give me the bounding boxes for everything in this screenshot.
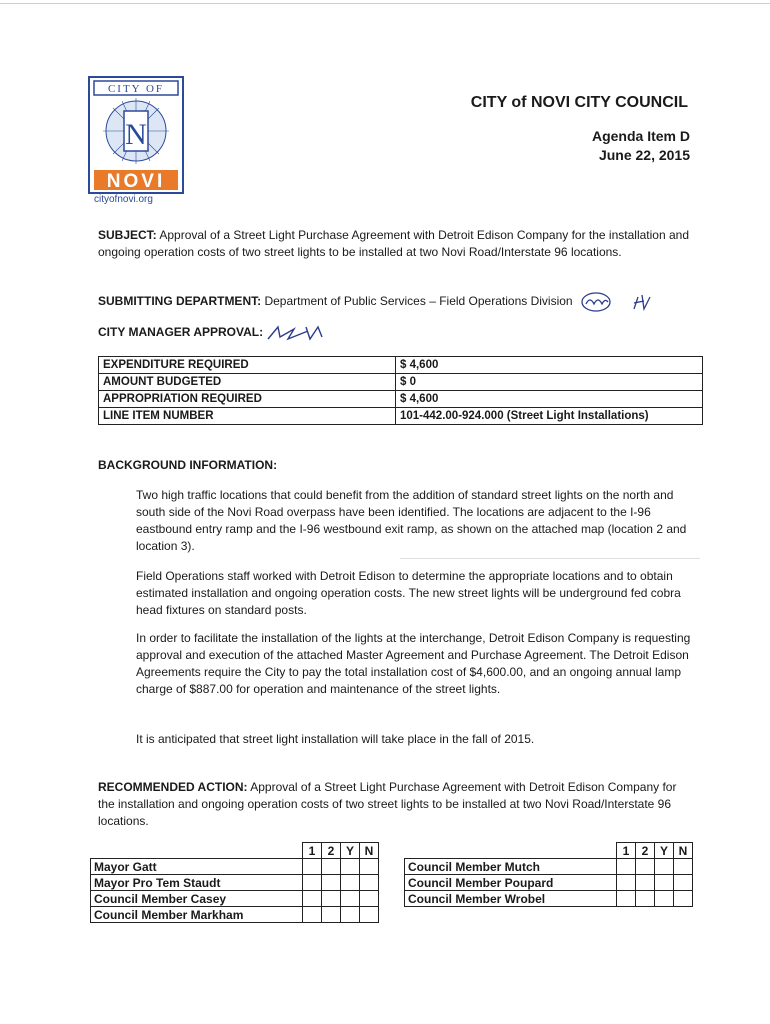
financial-label: LINE ITEM NUMBER bbox=[99, 408, 396, 425]
recommended-section bbox=[98, 779, 690, 830]
vote-cell bbox=[360, 859, 379, 875]
financial-value: $ 0 bbox=[396, 374, 703, 391]
member-name: Mayor Pro Tem Staudt bbox=[91, 875, 303, 891]
member-name: Mayor Gatt bbox=[91, 859, 303, 875]
vote-cell bbox=[341, 907, 360, 923]
table-row bbox=[99, 374, 703, 391]
vote-cell bbox=[636, 859, 655, 875]
department-label: SUBMITTING DEPARTMENT: bbox=[98, 294, 262, 309]
financial-label: EXPENDITURE REQUIRED bbox=[99, 357, 396, 374]
vote-col-y: Y bbox=[341, 843, 360, 859]
vote-header-row bbox=[405, 843, 693, 859]
vote-col-n: N bbox=[674, 843, 693, 859]
table-row bbox=[405, 859, 693, 875]
vote-cell bbox=[341, 859, 360, 875]
member-name: Council Member Markham bbox=[91, 907, 303, 923]
member-name: Council Member Casey bbox=[91, 891, 303, 907]
table-row bbox=[91, 875, 379, 891]
logo-top-text: CITY OF bbox=[107, 83, 165, 95]
recommended-text: Approval of a Street Light Purchase Agreement with Detroit Edison Company for the installation and ongoing operation costs of two street lights to be installed at two Novi Road/Interstate 96 locations. bbox=[98, 780, 677, 828]
vote-cell bbox=[360, 907, 379, 923]
vote-col-1: 1 bbox=[617, 843, 636, 859]
department-text: Department of Public Services – Field Operations Division bbox=[264, 294, 573, 309]
vote-col-n: N bbox=[360, 843, 379, 859]
table-row bbox=[91, 859, 379, 875]
vote-cell bbox=[636, 891, 655, 907]
vote-cell bbox=[617, 891, 636, 907]
member-name: Council Member Mutch bbox=[405, 859, 617, 875]
financial-label: APPROPRIATION REQUIRED bbox=[99, 391, 396, 408]
approval-label: CITY MANAGER APPROVAL: bbox=[98, 325, 264, 340]
city-logo bbox=[88, 76, 184, 194]
vote-cell bbox=[341, 891, 360, 907]
vote-col-2: 2 bbox=[636, 843, 655, 859]
vote-cell bbox=[655, 891, 674, 907]
vote-cell bbox=[360, 875, 379, 891]
financial-table bbox=[98, 356, 703, 425]
background-paragraph: Field Operations staff worked with Detroit Edison to determine the appropriate locations and to obtain estimated installation and ongoing operation costs. The new street lights will be underground fed cobra head fixtures on standard posts. bbox=[136, 569, 681, 617]
financial-value: $ 4,600 bbox=[396, 391, 703, 408]
approval-section bbox=[98, 323, 346, 343]
logo-bottom-text: NOVI bbox=[106, 171, 166, 192]
vote-cell bbox=[617, 875, 636, 891]
financial-label: AMOUNT BUDGETED bbox=[99, 374, 396, 391]
manager-signature bbox=[266, 323, 346, 343]
logo-url: cityofnovi.org bbox=[94, 194, 153, 205]
background-heading: BACKGROUND INFORMATION: bbox=[98, 458, 278, 472]
subject-label: SUBJECT: bbox=[98, 228, 157, 242]
vote-cell bbox=[303, 875, 322, 891]
table-row bbox=[99, 408, 703, 425]
logo-letter: N bbox=[125, 118, 147, 151]
member-name: Council Member Wrobel bbox=[405, 891, 617, 907]
agenda-item: Agenda Item D bbox=[591, 128, 690, 144]
vote-cell bbox=[322, 907, 341, 923]
initials-signature bbox=[580, 291, 660, 313]
scan-artifact bbox=[0, 3, 770, 4]
vote-cell bbox=[674, 859, 693, 875]
vote-table-right bbox=[404, 842, 693, 907]
table-row bbox=[99, 391, 703, 408]
table-row bbox=[91, 907, 379, 923]
vote-cell bbox=[303, 859, 322, 875]
member-name: Council Member Poupard bbox=[405, 875, 617, 891]
subject-section bbox=[98, 227, 690, 261]
vote-cell bbox=[655, 859, 674, 875]
vote-header-row bbox=[91, 843, 379, 859]
vote-cell bbox=[360, 891, 379, 907]
recommended-label: RECOMMENDED ACTION: bbox=[98, 780, 248, 794]
council-title: CITY of NOVI CITY COUNCIL bbox=[470, 94, 688, 111]
vote-cell bbox=[322, 875, 341, 891]
vote-cell bbox=[674, 891, 693, 907]
vote-cell bbox=[674, 875, 693, 891]
scan-artifact bbox=[400, 558, 700, 559]
vote-cell bbox=[303, 907, 322, 923]
table-row bbox=[91, 891, 379, 907]
department-section bbox=[98, 291, 698, 313]
vote-cell bbox=[341, 875, 360, 891]
vote-cell bbox=[322, 891, 341, 907]
financial-value: 101-442.00-924.000 (Street Light Installations) bbox=[396, 408, 703, 425]
background-paragraph: In order to facilitate the installation of the lights at the interchange, Detroit Edison Company is requesting approval and execution of the attached Master Agreement and Purchase Agreement. The Detroit Edison Agreements require the City to pay the total installation cost of $4,600.00, and an ongoing annual lamp charge of $887.00 for operation and maintenance of the street lights. bbox=[136, 631, 691, 696]
table-row bbox=[405, 891, 693, 907]
vote-cell bbox=[636, 875, 655, 891]
background-paragraph: It is anticipated that street light installation will take place in the fall of 2015. bbox=[136, 732, 535, 746]
vote-col-1: 1 bbox=[303, 843, 322, 859]
vote-cell bbox=[617, 859, 636, 875]
vote-cell bbox=[655, 875, 674, 891]
background-paragraph: Two high traffic locations that could benefit from the addition of standard street lights on the north and south side of the Novi Road overpass have been identified. The locations are adjacent to the I-96 eastbound entry ramp and the I-96 westbound exit ramp, as shown on the attached map (location 2 and location 3). bbox=[136, 488, 687, 553]
agenda-date: June 22, 2015 bbox=[598, 147, 690, 163]
vote-cell bbox=[303, 891, 322, 907]
vote-table-left bbox=[90, 842, 379, 923]
financial-value: $ 4,600 bbox=[396, 357, 703, 374]
table-row bbox=[99, 357, 703, 374]
subject-text: Approval of a Street Light Purchase Agreement with Detroit Edison Company for the installation and ongoing operation costs of two street lights to be installed at two Novi Road/Interstate 96 locations. bbox=[98, 228, 689, 259]
table-row bbox=[405, 875, 693, 891]
vote-col-y: Y bbox=[655, 843, 674, 859]
vote-col-2: 2 bbox=[322, 843, 341, 859]
vote-cell bbox=[322, 859, 341, 875]
